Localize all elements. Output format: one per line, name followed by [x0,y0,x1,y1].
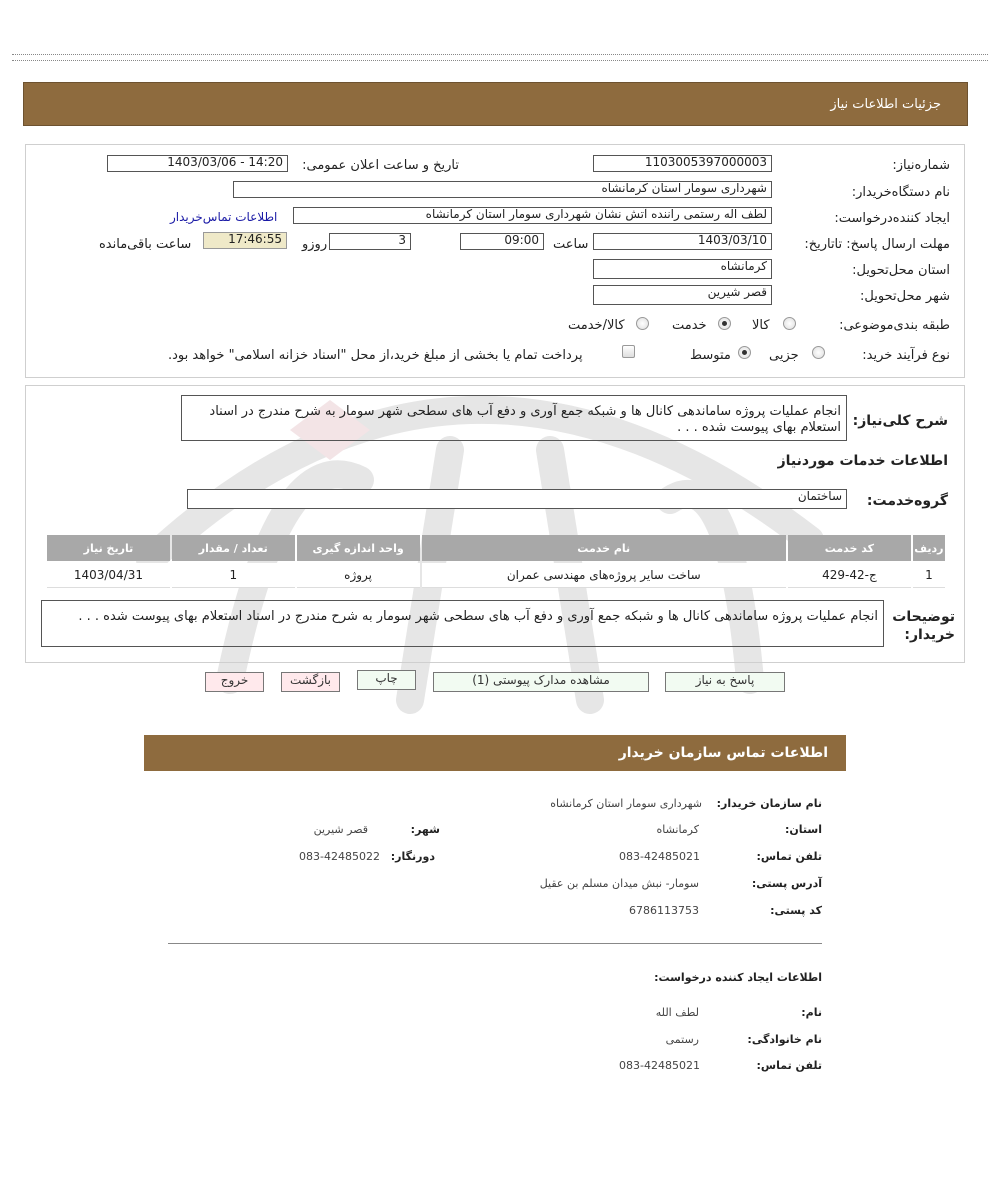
description-box: انجام عملیات پروژه ساماندهی کانال ها و شبکه جمع آوری و دفع آب های سطحی شهر سومار به شرح مندرج در اسناد استعلام بهای پیوست شده . . . [181,395,847,441]
contact-fax-value: 083-42485022 [299,850,380,863]
treasury-payment-note: پرداخت تمام یا بخشی از مبلغ خرید،از محل "اسناد خزانه اسلامی" خواهد بود. [168,348,583,363]
category-radio-service[interactable] [718,317,731,330]
city-label: شهر محل‌تحویل: [860,289,950,304]
city-field: قصر شیرین [593,285,772,305]
contact-province-value: کرمانشاه [656,823,699,836]
contact-address-value: سومار- نبش میدان مسلم بن عقیل [539,877,699,890]
remaining-label: ساعت باقی‌مانده [99,237,192,252]
category-radio-goods[interactable] [783,317,796,330]
contact-province-label: استان: [785,823,822,836]
services-section-title: اطلاعات خدمات مورد‌نیاز [777,453,948,469]
cell-qty: 1 [172,563,295,588]
process-option-minor: جزیی [769,348,799,363]
form-panel [25,144,965,378]
contact-org-label: نام سازمان خریدار: [716,797,822,810]
creator-first-name-value: لطف الله [655,1006,699,1019]
col-row: ردیف [913,535,945,561]
remaining-time-field: 17:46:55 [203,232,287,249]
need-number-field: 1103005397000003 [593,155,772,172]
top-divider [12,54,988,61]
col-unit: واحد اندازه گیری [297,535,420,561]
creator-info-title: اطلاعات ایجاد کننده درخواست: [654,971,822,984]
category-option-goods: کالا [752,318,770,333]
description-label: شرح کلی‌نیاز: [852,413,948,429]
creator-label: ایجاد کننده‌درخواست: [834,211,950,226]
process-label: نوع فرآیند خرید: [862,348,950,363]
process-radio-minor[interactable] [812,346,825,359]
service-group-label: گروه‌خدمت: [866,493,948,509]
attachments-button[interactable]: مشاهده مدارک پیوستی (1) [433,672,649,692]
need-number-label: شماره‌نیاز: [892,158,950,173]
buyer-org-label: نام دستگاه‌خریدار: [851,185,950,200]
reply-button[interactable]: پاسخ به نیاز [665,672,785,692]
contact-header [144,735,846,771]
days-field: 3 [329,233,411,250]
province-field: کرمانشاه [593,259,772,279]
buyer-notes-box: انجام عملیات پروژه ساماندهی کانال ها و شبکه جمع آوری و دفع آب های سطحی شهر سومار به شرح مندرج در اسناد استعلام بهای پیوست شده . . . [41,600,884,647]
time-label: ساعت [553,237,589,252]
contact-divider [168,943,822,944]
contact-address-label: آدرس پستی: [751,877,822,890]
contact-postal-value: 6786113753 [629,904,699,917]
announce-field: 1403/03/06 - 14:20 [107,155,288,172]
category-option-both: کالا/خدمت [568,318,625,333]
page-header [23,82,968,126]
page-title: جزئیات اطلاعات نیاز [830,97,941,112]
cell-row: 1 [913,563,945,588]
contact-fax-label: دورنگار: [390,850,435,863]
cell-code: ج-42-429 [788,563,911,588]
contact-phone-value: 083-42485021 [619,850,700,863]
creator-last-name-label: نام خانوادگی: [747,1033,822,1046]
announce-label: تاریخ و ساعت اعلان عمومی: [302,158,459,173]
category-option-service: خدمت [672,318,707,333]
contact-city-value: قصر شیرین [313,823,368,836]
process-option-medium: متوسط [690,348,731,363]
contact-city-label: شهر: [410,823,440,836]
cell-unit: پروژه [297,563,420,588]
buyer-notes-label: توضیحات خریدار: [892,609,955,643]
category-label: طبقه بندی‌موضوعی: [839,318,950,333]
table-row [47,563,945,588]
contact-title: اطلاعات تماس سازمان خریدار [618,745,828,761]
col-name: نام خدمت [422,535,786,561]
cell-name: ساخت سایر پروژه‌های مهندسی عمران [422,563,786,588]
creator-phone-value: 083-42485021 [619,1059,700,1072]
buyer-org-field: شهرداری سومار استان کرمانشاه [233,181,772,198]
col-date: تاریخ نیاز [47,535,170,561]
services-table [45,533,947,590]
exit-button[interactable]: خروج [205,672,264,692]
print-button[interactable]: چاپ [357,670,416,690]
treasury-payment-checkbox[interactable] [622,345,635,358]
category-radio-both[interactable] [636,317,649,330]
process-radio-medium[interactable] [738,346,751,359]
creator-first-name-label: نام: [801,1006,822,1019]
back-button[interactable]: بازگشت [281,672,340,692]
service-group-field: ساختمان [187,489,847,509]
col-code: کد خدمت [788,535,911,561]
deadline-label: مهلت ارسال پاسخ: تاتاریخ: [804,237,950,252]
buyer-contact-link[interactable]: اطلاعات تماس‌خریدار [170,210,278,224]
province-label: استان محل‌تحویل: [852,263,950,278]
contact-phone-label: تلفن تماس: [756,850,822,863]
contact-org-value: شهرداری سومار استان کرمانشاه [550,797,702,810]
cell-date: 1403/04/31 [47,563,170,588]
days-label: روزو [302,237,328,252]
creator-last-name-value: رستمی [665,1033,699,1046]
deadline-date-field: 1403/03/10 [593,233,772,250]
contact-postal-label: کد پستی: [770,904,822,917]
col-qty: تعداد / مقدار [172,535,295,561]
deadline-time-field: 09:00 [460,233,544,250]
creator-phone-label: تلفن تماس: [756,1059,822,1072]
creator-field: لطف اله رستمی راننده آتش نشان شهرداری سومار استان کرمانشاه [293,207,772,224]
table-header-row [47,535,945,561]
